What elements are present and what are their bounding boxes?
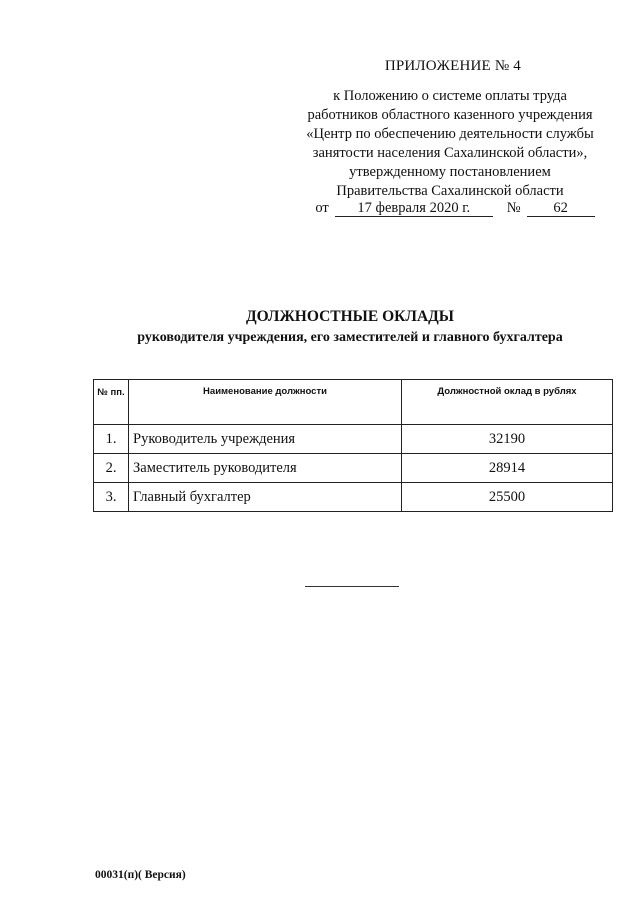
row-num: 2.	[94, 454, 129, 483]
appendix-block	[285, 58, 615, 217]
row-position: Главный бухгалтер	[129, 483, 402, 512]
header-num: № пп.	[94, 380, 129, 425]
table-row	[94, 483, 613, 512]
table-row	[94, 454, 613, 483]
table-header-row	[94, 380, 613, 425]
row-salary: 28914	[402, 454, 613, 483]
end-divider	[305, 586, 399, 587]
appendix-line: Правительства Сахалинской области	[336, 183, 564, 199]
row-position: Заместитель руководителя	[129, 454, 402, 483]
header-salary: Должностной оклад в рублях	[402, 380, 613, 425]
salary-table	[93, 379, 613, 512]
row-position: Руководитель учреждения	[129, 425, 402, 454]
document-title: ДОЛЖНОСТНЫЕ ОКЛАДЫ	[245, 308, 455, 325]
appendix-line: занятости населения Сахалинской области»,	[312, 145, 588, 161]
appendix-title: ПРИЛОЖЕНИЕ № 4	[384, 58, 521, 74]
document-subtitle: руководителя учреждения, его заместителей и главного бухгалтера	[137, 330, 563, 345]
appendix-line: утвержденному постановлением	[349, 164, 551, 180]
header-position: Наименование должности	[129, 380, 402, 425]
table-row	[94, 425, 613, 454]
row-salary: 32190	[402, 425, 613, 454]
appendix-line: «Центр по обеспечению деятельности службы	[306, 126, 594, 142]
row-num: 1.	[94, 425, 129, 454]
date-value: 17 февраля 2020 г.	[335, 200, 493, 217]
appendix-date-row	[285, 200, 615, 217]
footer-code: 00031(п)( Версия)	[95, 869, 186, 881]
number-value: 62	[527, 200, 595, 217]
row-num: 3.	[94, 483, 129, 512]
row-salary: 25500	[402, 483, 613, 512]
appendix-line: работников областного казенного учреждения	[307, 107, 593, 123]
number-sign: №	[506, 200, 521, 216]
appendix-line: к Положению о системе оплаты труда	[333, 88, 567, 104]
date-prefix: от	[315, 200, 329, 216]
